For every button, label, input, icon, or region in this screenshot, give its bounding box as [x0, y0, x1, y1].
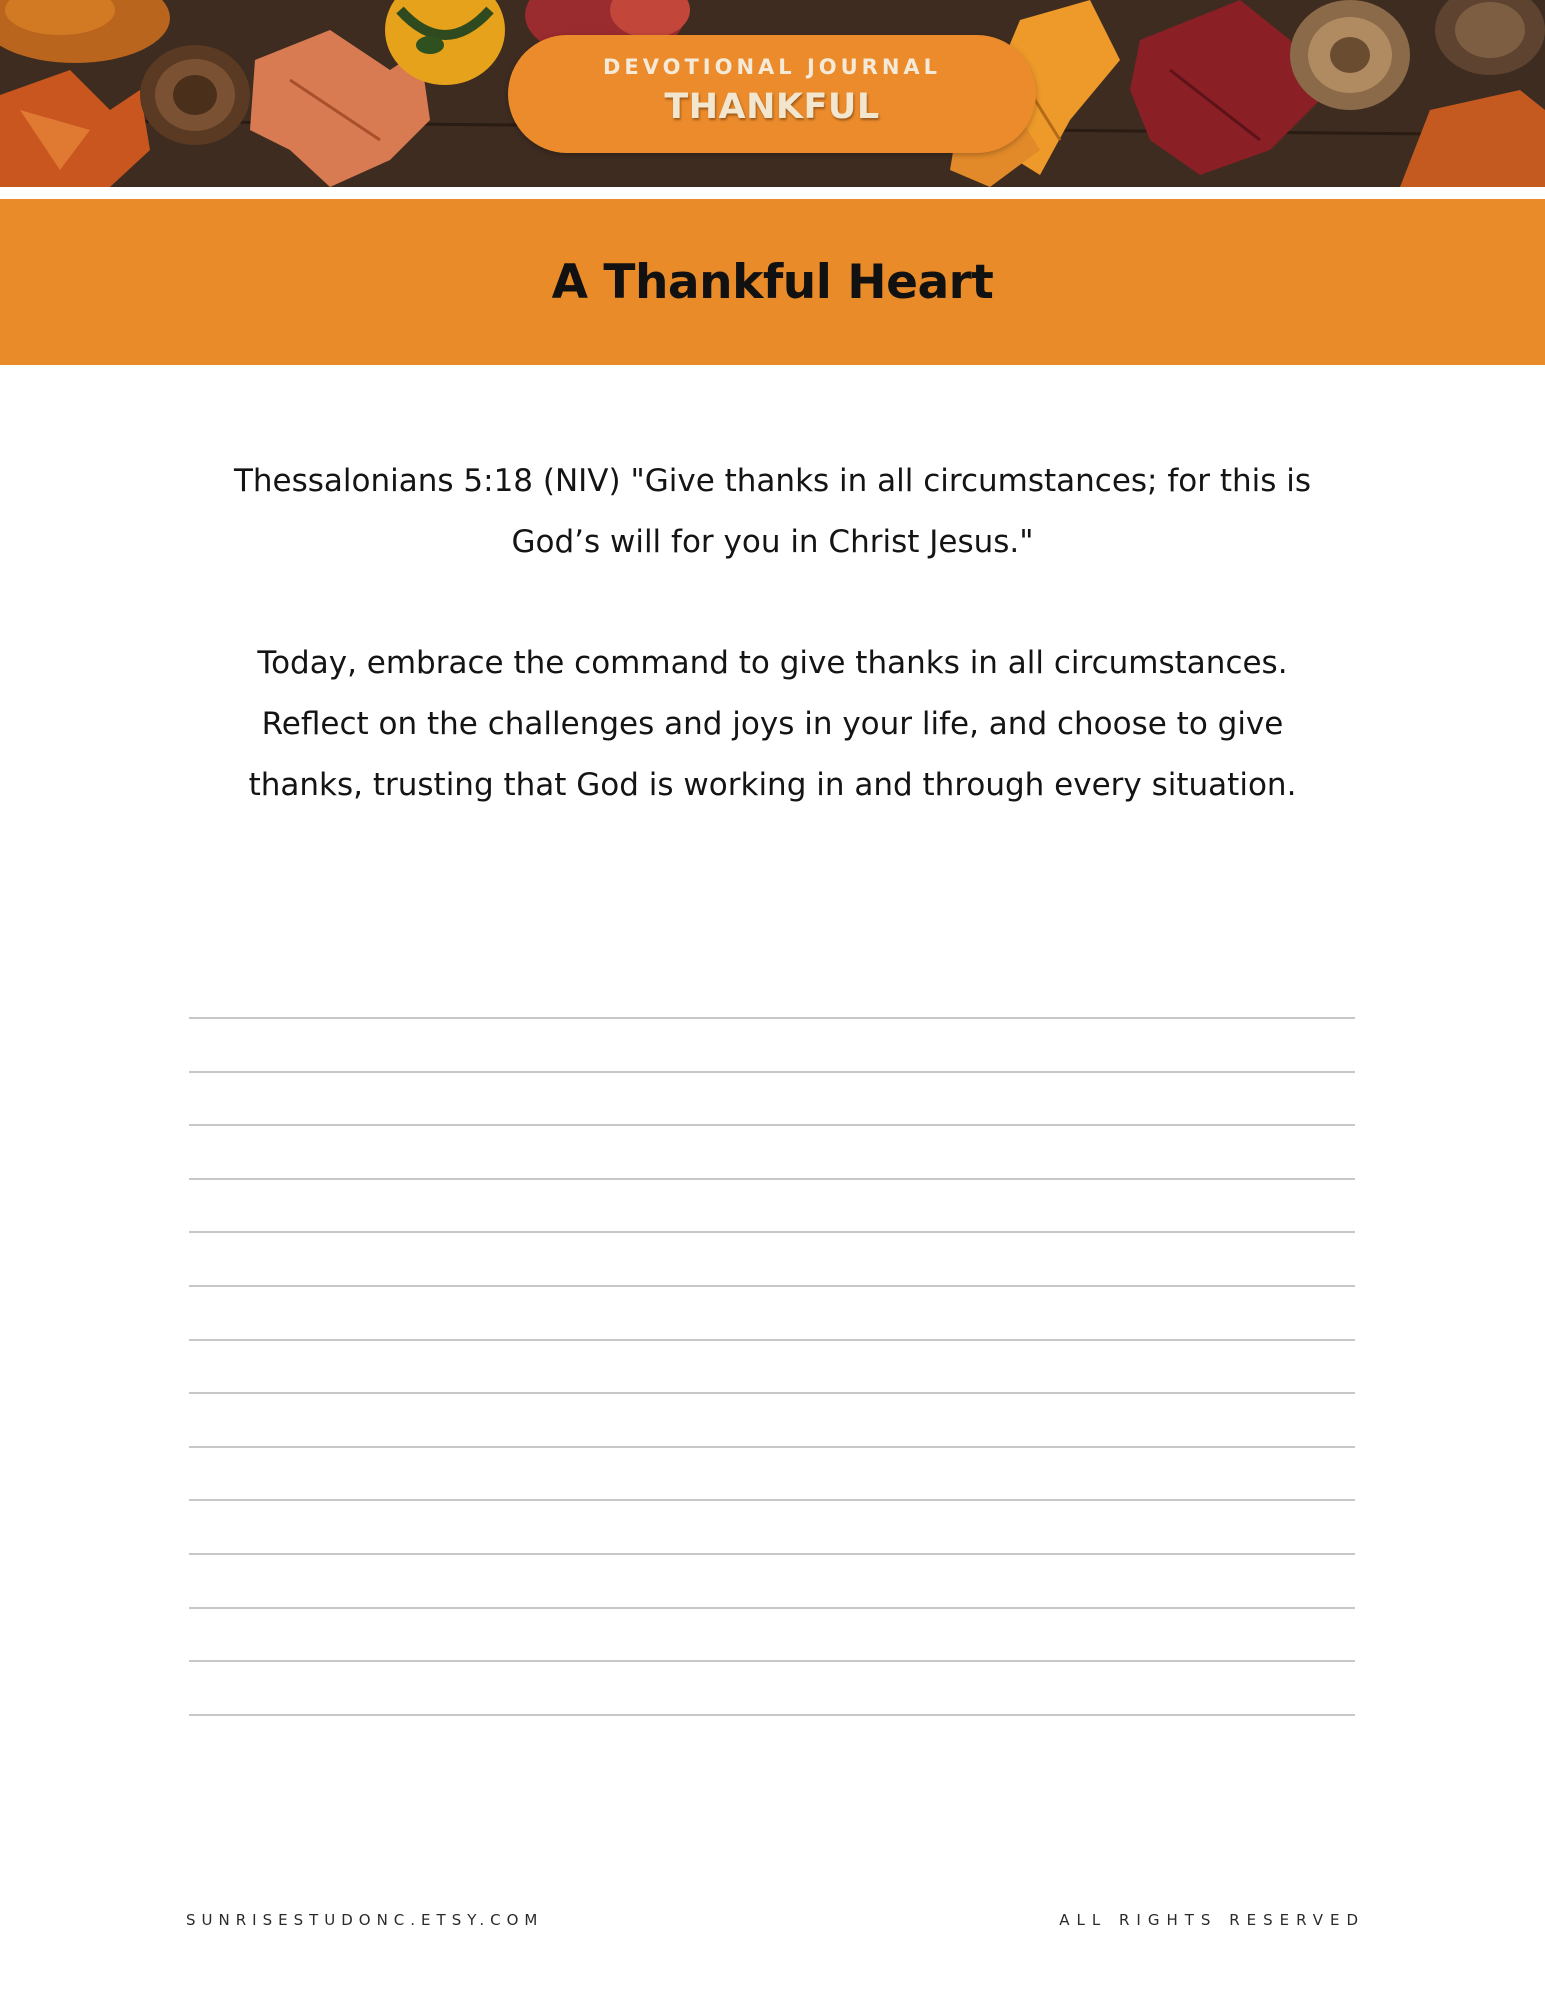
badge-subtitle: DEVOTIONAL JOURNAL: [602, 55, 942, 79]
writing-line[interactable]: [189, 1285, 1355, 1287]
scripture-verse: Thessalonians 5:18 (NIV) "Give thanks in all circumstances; for this is God’s will for you in Christ Jesus.": [233, 463, 1312, 560]
writing-line[interactable]: [189, 1071, 1355, 1073]
writing-line[interactable]: [189, 1660, 1355, 1662]
writing-line[interactable]: [189, 1446, 1355, 1448]
footer-shop-url: SUNRISESTUDONC.ETSY.COM: [186, 1911, 544, 1929]
journal-badge: [508, 35, 1036, 153]
page-title: A Thankful Heart: [551, 255, 994, 310]
writing-line[interactable]: [189, 1017, 1355, 1019]
writing-line[interactable]: [189, 1339, 1355, 1341]
writing-line[interactable]: [189, 1178, 1355, 1180]
writing-line[interactable]: [189, 1392, 1355, 1394]
writing-line[interactable]: [189, 1231, 1355, 1233]
title-bar: [0, 199, 1545, 365]
writing-line[interactable]: [189, 1124, 1355, 1126]
writing-line[interactable]: [189, 1607, 1355, 1609]
reflection-text: Today, embrace the command to give thanks in all circumstances. Reflect on the challenges and joys in your life, and choose to give thanks, trusting that God is working in and through every situation.: [248, 645, 1297, 803]
badge-title: THANKFUL: [664, 87, 880, 127]
writing-line[interactable]: [189, 1553, 1355, 1555]
footer-rights: ALL RIGHTS RESERVED: [1059, 1911, 1365, 1929]
divider-strip: [0, 187, 1545, 199]
header-banner: [0, 0, 1545, 187]
writing-line[interactable]: [189, 1499, 1355, 1501]
writing-line[interactable]: [189, 1714, 1355, 1716]
